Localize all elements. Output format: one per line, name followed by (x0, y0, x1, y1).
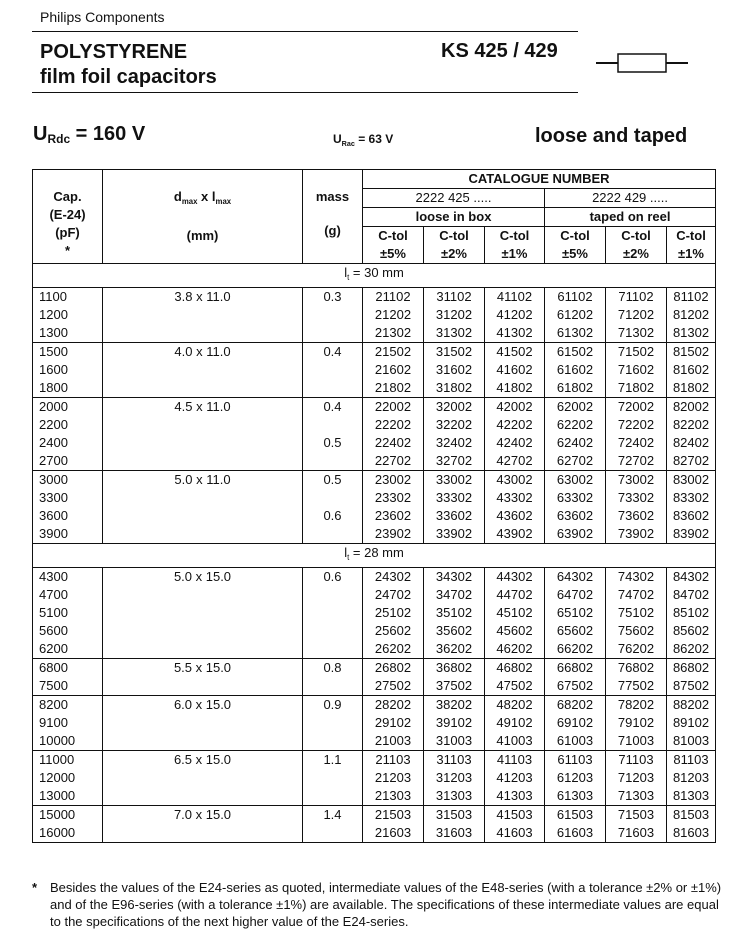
section-header (33, 264, 716, 288)
catalogue-cell: 26802 27502 (363, 659, 424, 696)
catalogue-cell: 61103 61203 61303 (545, 751, 606, 806)
capacitance-cell: 1100 1200 1300 (33, 288, 103, 343)
lead-length-label: $l_t = 30$ mm (33, 264, 716, 288)
capacitance-cell: 8200 9100 10000 (33, 696, 103, 751)
table-row-group (33, 471, 716, 544)
document-title (40, 40, 217, 90)
catalogue-cell: 81103 81203 81303 (667, 751, 716, 806)
mass-cell: 1.4 (303, 806, 363, 843)
section-header (33, 544, 716, 568)
catalogue-cell: 48202 49102 41003 (485, 696, 545, 751)
catalogue-cell: 62002 62202 62402 62702 (545, 398, 606, 471)
catalogue-cell: 71102 71202 71302 (606, 288, 667, 343)
catalogue-cell: 41503 41603 (485, 806, 545, 843)
group-425-header: 2222 425 ..... (363, 189, 545, 208)
catalogue-cell: 24302 24702 25102 25602 26202 (363, 568, 424, 659)
catalogue-cell: 41502 41602 41802 (485, 343, 545, 398)
catalogue-cell: 31502 31602 31802 (424, 343, 485, 398)
tolerance-header: C-tol ±1% (485, 227, 545, 264)
title-line-2: film foil capacitors (40, 66, 217, 88)
catalogue-cell: 31102 31202 31302 (424, 288, 485, 343)
catalogue-cell: 72002 72202 72402 72702 (606, 398, 667, 471)
mass-cell: 1.1 (303, 751, 363, 806)
mass-cell: 0.4 0.5 (303, 398, 363, 471)
dimension-cell: 3.8 x 11.0 (103, 288, 303, 343)
table-row-group (33, 659, 716, 696)
header-rule-bottom (32, 92, 578, 93)
catalogue-cell: 28202 29102 21003 (363, 696, 424, 751)
catalogue-cell: 64302 64702 65102 65602 66202 (545, 568, 606, 659)
dimension-cell: 7.0 x 15.0 (103, 806, 303, 843)
rated-ac-voltage: $U_{Rac} = 63$ V (333, 132, 394, 148)
packaging-note: loose and taped (535, 125, 688, 147)
footnote (32, 879, 722, 930)
catalogue-cell: 43002 43302 43602 43902 (485, 471, 545, 544)
catalogue-cell: 41103 41203 41303 (485, 751, 545, 806)
catalogue-cell: 86802 87502 (667, 659, 716, 696)
mass-cell: 0.9 (303, 696, 363, 751)
table-row-group (33, 288, 716, 343)
catalogue-cell: 21102 21202 21302 (363, 288, 424, 343)
catalogue-cell: 63002 63302 63602 63902 (545, 471, 606, 544)
catalogue-cell: 44302 44702 45102 45602 46202 (485, 568, 545, 659)
dimension-cell: 5.0 x 11.0 (103, 471, 303, 544)
capacitance-cell: 11000 12000 13000 (33, 751, 103, 806)
capacitor-symbol-icon (596, 52, 688, 74)
group-429-header: 2222 429 ..... (545, 189, 716, 208)
catalogue-cell: 71103 71203 71303 (606, 751, 667, 806)
company-name: Philips Components (40, 9, 165, 25)
rated-dc-voltage: $U_{Rdc} = 160$ V (33, 123, 146, 146)
table-row-group (33, 751, 716, 806)
capacitance-cell: 4300 4700 5100 5600 6200 (33, 568, 103, 659)
mass-cell: 0.6 (303, 568, 363, 659)
header-rule-top (32, 31, 578, 32)
catalogue-cell: 66802 67502 (545, 659, 606, 696)
mass-cell: 0.4 (303, 343, 363, 398)
catalogue-number-header: CATALOGUE NUMBER (363, 170, 716, 189)
catalogue-cell: 88202 89102 81003 (667, 696, 716, 751)
catalogue-cell: 31103 31203 31303 (424, 751, 485, 806)
catalogue-cell: 42002 42202 42402 42702 (485, 398, 545, 471)
col-dimensions: $d_{max}$ x $l_{max}$ (mm) (103, 170, 303, 264)
catalogue-cell: 36802 37502 (424, 659, 485, 696)
catalogue-cell: 21103 21203 21303 (363, 751, 424, 806)
title-line-1: POLYSTYRENE (40, 41, 188, 63)
tolerance-header: C-tol ±1% (667, 227, 716, 264)
mass-cell: 0.3 (303, 288, 363, 343)
catalogue-cell: 38202 39102 31003 (424, 696, 485, 751)
tolerance-header: C-tol ±2% (424, 227, 485, 264)
col-mass: mass (g) (303, 170, 363, 264)
catalogue-cell: 68202 69102 61003 (545, 696, 606, 751)
catalogue-cell: 33002 33302 33602 33902 (424, 471, 485, 544)
catalogue-cell: 21502 21602 21802 (363, 343, 424, 398)
footnote-text: Besides the values of the E24-series as quoted, intermediate values of the E48-series (with a tolerance ±2% or ±1%) and of the E96-series (with a tolerance ±1%) are available. The specifications of these intermediate values are equal to the specifications of the next higher value of the E24-series. (50, 880, 722, 929)
catalogue-cell: 31503 31603 (424, 806, 485, 843)
catalogue-cell: 83002 83302 83602 83902 (667, 471, 716, 544)
col-capacitance: Cap. (E-24) (pF) * (33, 170, 103, 264)
catalogue-cell: 82002 82202 82402 82702 (667, 398, 716, 471)
catalogue-cell: 74302 74702 75102 75602 76202 (606, 568, 667, 659)
capacitance-cell: 3000 3300 3600 3900 (33, 471, 103, 544)
tolerance-header: C-tol ±5% (545, 227, 606, 264)
lead-length-label: $l_t = 28$ mm (33, 544, 716, 568)
catalogue-cell: 21503 21603 (363, 806, 424, 843)
dimension-cell: 5.5 x 15.0 (103, 659, 303, 696)
catalogue-cell: 81503 81603 (667, 806, 716, 843)
catalogue-cell: 84302 84702 85102 85602 86202 (667, 568, 716, 659)
catalogue-cell: 34302 34702 35102 35602 36202 (424, 568, 485, 659)
catalogue-table (32, 169, 716, 843)
dimension-cell: 4.0 x 11.0 (103, 343, 303, 398)
catalogue-cell: 73002 73302 73602 73902 (606, 471, 667, 544)
mass-cell: 0.5 0.6 (303, 471, 363, 544)
table-row-group (33, 398, 716, 471)
table-row-group (33, 696, 716, 751)
capacitance-cell: 1500 1600 1800 (33, 343, 103, 398)
table-row-group (33, 343, 716, 398)
catalogue-cell: 22002 22202 22402 22702 (363, 398, 424, 471)
loose-in-box-header: loose in box (363, 208, 545, 227)
catalogue-cell: 71502 71602 71802 (606, 343, 667, 398)
catalogue-cell: 61503 61603 (545, 806, 606, 843)
taped-on-reel-header: taped on reel (545, 208, 716, 227)
catalogue-cell: 32002 32202 32402 32702 (424, 398, 485, 471)
catalogue-cell: 78202 79102 71003 (606, 696, 667, 751)
mass-cell: 0.8 (303, 659, 363, 696)
catalogue-cell: 76802 77502 (606, 659, 667, 696)
catalogue-cell: 41102 41202 41302 (485, 288, 545, 343)
capacitance-cell: 2000 2200 2400 2700 (33, 398, 103, 471)
catalogue-cell: 61502 61602 61802 (545, 343, 606, 398)
footnote-marker: * (32, 880, 38, 895)
table-row-group (33, 806, 716, 843)
tolerance-header: C-tol ±5% (363, 227, 424, 264)
catalogue-cell: 81102 81202 81302 (667, 288, 716, 343)
catalogue-cell: 81502 81602 81802 (667, 343, 716, 398)
capacitance-cell: 6800 7500 (33, 659, 103, 696)
catalogue-cell: 23002 23302 23602 23902 (363, 471, 424, 544)
dimension-cell: 5.0 x 15.0 (103, 568, 303, 659)
tolerance-header: C-tol ±2% (606, 227, 667, 264)
dimension-cell: 6.5 x 15.0 (103, 751, 303, 806)
catalogue-cell: 61102 61202 61302 (545, 288, 606, 343)
dimension-cell: 4.5 x 11.0 (103, 398, 303, 471)
catalogue-cell: 46802 47502 (485, 659, 545, 696)
dimension-cell: 6.0 x 15.0 (103, 696, 303, 751)
model-number: KS 425 / 429 (441, 40, 558, 62)
catalogue-cell: 71503 71603 (606, 806, 667, 843)
capacitance-cell: 15000 16000 (33, 806, 103, 843)
table-row-group (33, 568, 716, 659)
